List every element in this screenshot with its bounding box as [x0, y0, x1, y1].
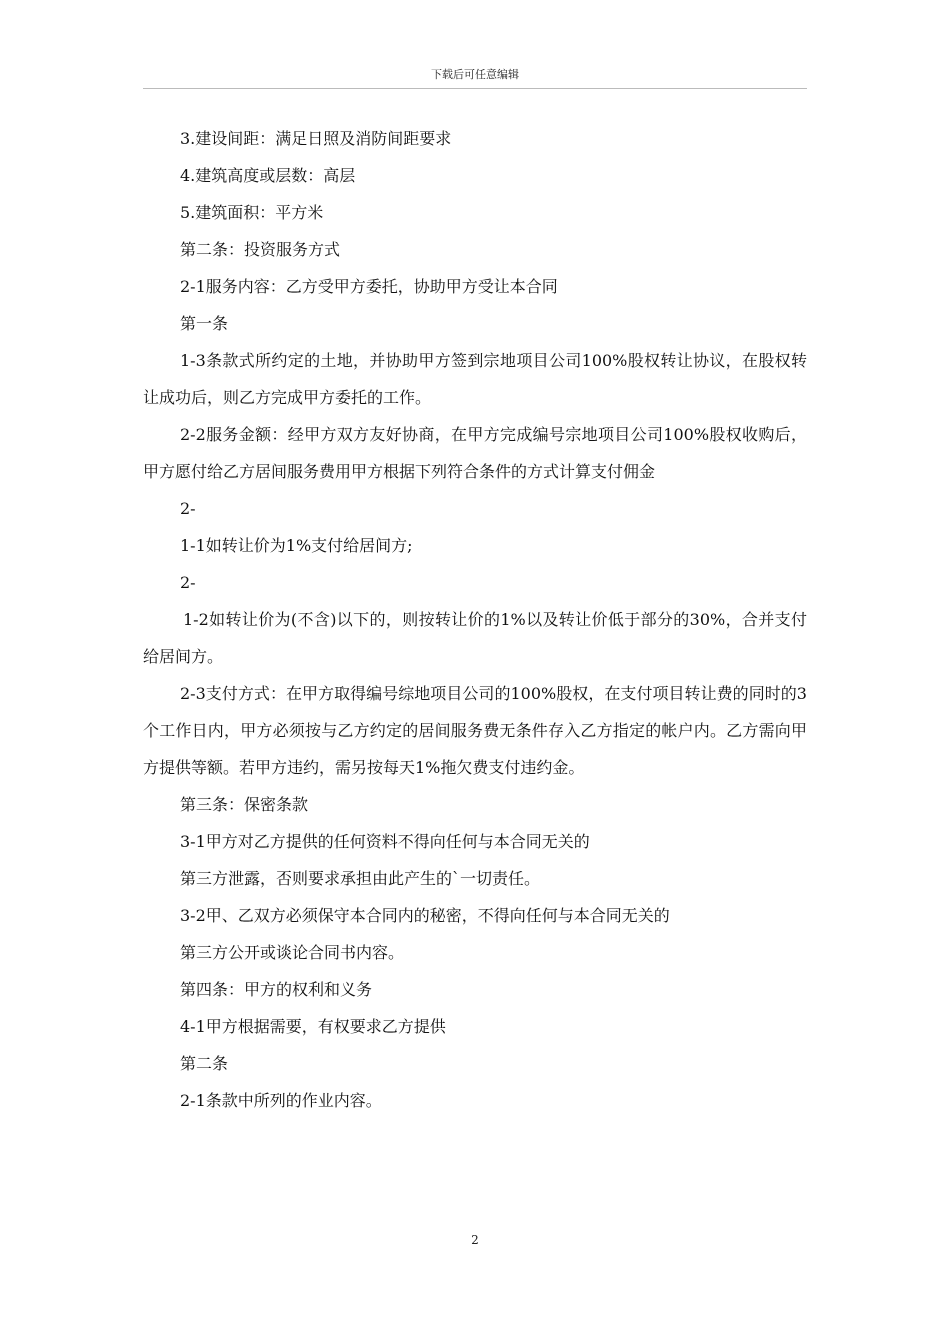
paragraph-building-height: 4.建筑高度或层数：高层 [180, 166, 356, 185]
paragraph-article-1-ref: 第一条 [180, 314, 229, 333]
page-number: 2 [471, 1233, 479, 1247]
paragraph-service-content: 2-1服务内容：乙方受甲方委托，协助甲方受让本合同 [180, 277, 558, 296]
paragraph-clause-1-1: 1-1如转让价为1%支付给居间方; [180, 536, 413, 555]
paragraph-third-party-leak: 第三方泄露，否则要求承担由此产生的`一切责任。 [180, 869, 541, 888]
paragraph-clause-3-1: 3-1甲方对乙方提供的任何资料不得向任何与本合同无关的 [180, 832, 590, 851]
paragraph-article-2-ref: 第二条 [180, 1054, 229, 1073]
paragraph-clause-2-prefix-b: 2- [180, 573, 196, 592]
document-body [143, 120, 807, 1119]
paragraph-clause-4-1: 4-1甲方根据需要，有权要求乙方提供 [180, 1017, 446, 1036]
paragraph-clause-2-1-items: 2-1条款中所列的作业内容。 [180, 1091, 382, 1110]
paragraph-clause-2-prefix-a: 2- [180, 499, 196, 518]
paragraph-third-party-disclosure: 第三方公开或谈论合同书内容。 [180, 943, 405, 962]
paragraph-payment-method: 2-3支付方式：在甲方取得编号综地项目公司的100%股权，在支付项目转让费的同时的3个工作日内，甲方必须按与乙方约定的居间服务费无条件存入乙方指定的帐户内。乙方需向甲方提供等额。若甲方违约，需另按每天1%拖欠费支付违约金。 [143, 684, 807, 777]
paragraph-clause-1-2: 1-2如转让价为(不含)以下的，则按转让价的1%以及转让价低于部分的30%，合并支付给居间方。 [143, 610, 807, 666]
page-header: 下载后可任意编辑 [431, 68, 519, 81]
paragraph-building-area: 5.建筑面积：平方米 [180, 203, 324, 222]
paragraph-building-spacing: 3.建设间距：满足日照及消防间距要求 [180, 129, 452, 148]
paragraph-clause-3-2: 3-2甲、乙双方必须保守本合同内的秘密，不得向任何与本合同无关的 [180, 906, 670, 925]
paragraph-clause-1-3: 1-3条款式所约定的土地，并协助甲方签到宗地项目公司100%股权转让协议，在股权转让成功后，则乙方完成甲方委托的工作。 [143, 351, 807, 407]
paragraph-service-amount: 2-2服务金额：经甲方双方友好协商，在甲方完成编号宗地项目公司100%股权收购后，甲方愿付给乙方居间服务费用甲方根据下列符合条件的方式计算支付佣金 [143, 425, 807, 481]
section-heading-article-4: 第四条：甲方的权利和义务 [180, 980, 373, 999]
section-heading-article-3: 第三条：保密条款 [180, 795, 309, 814]
header-divider [143, 88, 807, 89]
section-heading-article-2: 第二条：投资服务方式 [180, 240, 341, 259]
